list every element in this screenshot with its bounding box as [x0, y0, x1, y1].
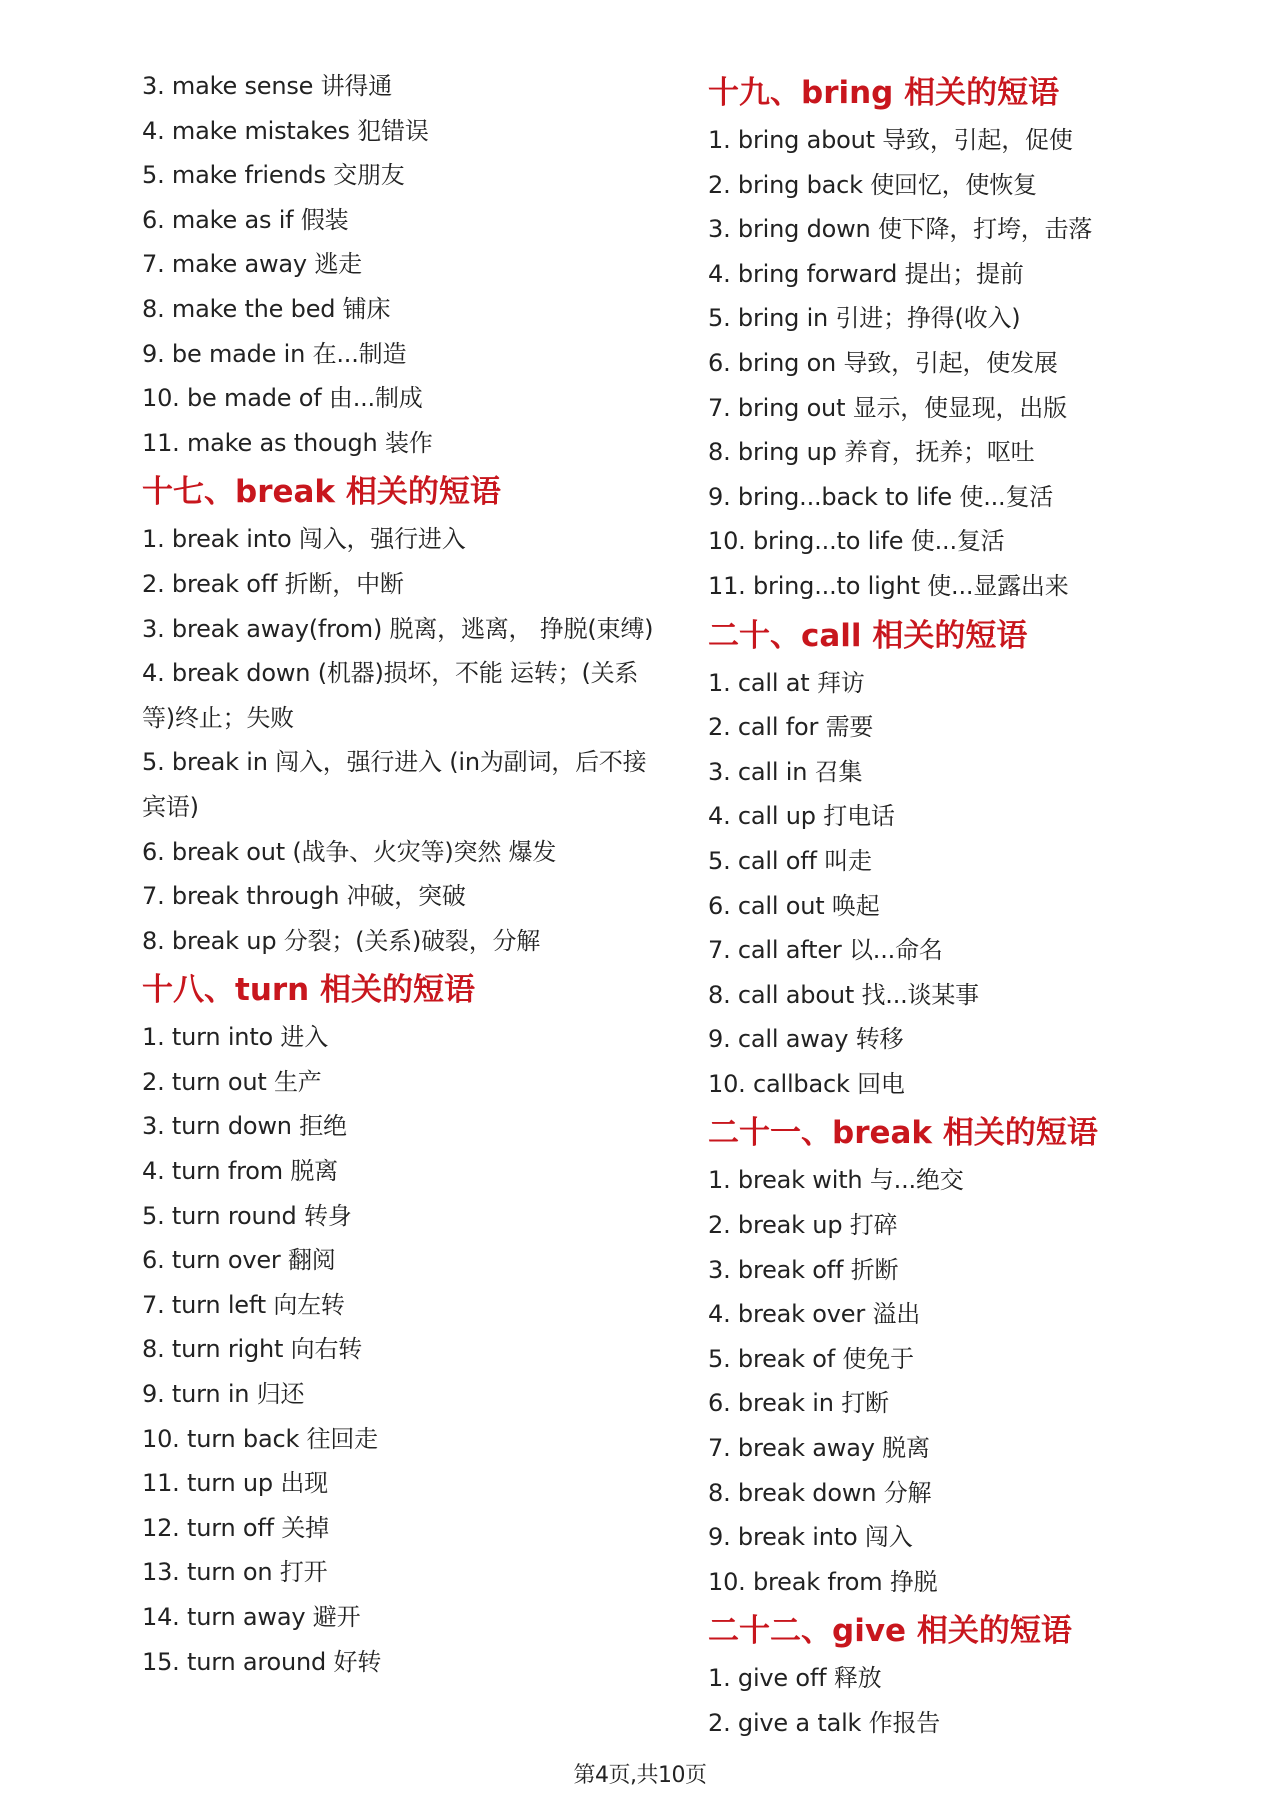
- list-item: 5. break of 使免于: [708, 1344, 914, 1373]
- list-item: 5. break in 闯入，强行进入 (in为副词，后不接宾语): [142, 748, 647, 821]
- make-phrase-list: [142, 64, 662, 465]
- give-phrase-list: [708, 1656, 1228, 1745]
- list-item: 9. break into 闯入: [708, 1523, 913, 1552]
- list-item: 2. bring back 使回忆，使恢复: [708, 170, 1037, 199]
- list-item: 7. break away 脱离: [708, 1434, 930, 1463]
- bring-phrase-list: [708, 118, 1228, 609]
- list-item: 7. call after 以...命名: [708, 936, 943, 965]
- list-item: 2. break off 折断，中断: [142, 569, 404, 598]
- list-item: 5. call off 叫走: [708, 846, 872, 875]
- section-heading: 二十一、break 相关的短语: [708, 1115, 1098, 1152]
- list-item: 7. break through 冲破，突破: [142, 882, 466, 911]
- list-item: 3. make sense 讲得通: [142, 72, 393, 100]
- call-phrase-list: [708, 661, 1228, 1107]
- list-item: 2. break up 打碎: [708, 1211, 898, 1240]
- list-item: 10. turn back 往回走: [142, 1424, 378, 1453]
- list-item: 1. break with 与...绝交: [708, 1166, 964, 1195]
- list-item: 10. callback 回电: [708, 1069, 905, 1098]
- left-column: [142, 64, 662, 1684]
- list-item: 2. call for 需要: [708, 713, 874, 742]
- list-item: 1. give off 释放: [708, 1664, 882, 1693]
- section-call: [708, 611, 1228, 1107]
- turn-phrase-list: [142, 1015, 662, 1684]
- section-heading: 十八、turn 相关的短语: [142, 972, 476, 1009]
- list-item: 14. turn away 避开: [142, 1603, 361, 1631]
- list-item: 4. bring forward 提出；提前: [708, 259, 1024, 288]
- list-item: 5. bring in 引进；挣得(收入): [708, 304, 1021, 333]
- list-item: 9. bring...back to life 使...复活: [708, 482, 1054, 511]
- list-item: 4. call up 打电话: [708, 802, 895, 831]
- list-item: 8. break up 分裂；(关系)破裂，分解: [142, 926, 541, 955]
- list-item: 11. turn up 出现: [142, 1469, 328, 1498]
- list-item: 7. bring out 显示，使显现，出版: [708, 393, 1067, 422]
- list-item: 9. call away 转移: [708, 1025, 904, 1054]
- section-heading: 十九、bring 相关的短语: [708, 75, 1060, 111]
- list-item: 8. make the bed 铺床: [142, 294, 391, 323]
- list-item: 6. make as if 假装: [142, 205, 349, 234]
- page-number: 第4页,共10页: [573, 1763, 707, 1788]
- list-item: 7. make away 逃走: [142, 250, 362, 279]
- section-turn: [142, 965, 662, 1684]
- list-item: 3. break off 折断: [708, 1255, 899, 1284]
- list-item: 3. bring down 使下降，打垮，击落: [708, 215, 1093, 244]
- list-item: 8. turn right 向右转: [142, 1335, 363, 1364]
- list-item: 8. bring up 养育，抚养；呕吐: [708, 438, 1035, 467]
- list-item: 13. turn on 打开: [142, 1558, 328, 1587]
- list-item: 6. call out 唤起: [708, 891, 880, 920]
- list-item: 4. make mistakes 犯错误: [142, 116, 429, 145]
- list-item: 4. break over 溢出: [708, 1300, 921, 1329]
- list-item: 1. bring about 导致，引起，促使: [708, 126, 1073, 154]
- list-item: 8. call about 找...谈某事: [708, 980, 979, 1009]
- list-item: 11. bring...to light 使...显露出来: [708, 571, 1069, 600]
- list-item: 4. break down (机器)损坏，不能 运转；(关系等)终止；失败: [142, 659, 639, 732]
- right-column: [708, 64, 1228, 1746]
- list-item: 7. turn left 向左转: [142, 1290, 345, 1319]
- section-make-continued: [142, 64, 662, 465]
- break2-phrase-list: [708, 1158, 1228, 1604]
- list-item: 2. turn out 生产: [142, 1067, 322, 1096]
- list-item: 6. bring on 导致，引起，使发展: [708, 348, 1058, 377]
- section-heading: 十七、break 相关的短语: [142, 474, 501, 511]
- section-break: [142, 467, 662, 963]
- list-item: 9. be made in 在...制造: [142, 339, 407, 368]
- list-item: 2. give a talk 作报告: [708, 1709, 941, 1737]
- list-item: 1. turn into 进入: [142, 1023, 329, 1052]
- section-heading: 二十二、give 相关的短语: [708, 1613, 1072, 1650]
- list-item: 4. turn from 脱离: [142, 1157, 338, 1186]
- list-item: 12. turn off 关掉: [142, 1513, 329, 1542]
- list-item: 3. break away(from) 脱离，逃离， 挣脱(束缚): [142, 614, 654, 643]
- list-item: 11. make as though 装作: [142, 428, 433, 457]
- list-item: 6. break out (战争、火灾等)突然 爆发: [142, 837, 557, 866]
- section-break-2: [708, 1108, 1228, 1604]
- section-give: [708, 1606, 1228, 1745]
- list-item: 8. break down 分解: [708, 1478, 932, 1507]
- list-item: 15. turn around 好转: [142, 1647, 382, 1676]
- break-phrase-list: [142, 517, 662, 963]
- list-item: 5. make friends 交朋友: [142, 161, 405, 190]
- list-item: 10. bring...to life 使...复活: [708, 527, 1005, 556]
- list-item: 1. break into 闯入，强行进入: [142, 525, 466, 554]
- list-item: 10. break from 挣脱: [708, 1567, 938, 1596]
- section-heading: 二十、call 相关的短语: [708, 617, 1028, 654]
- list-item: 10. be made of 由...制成: [142, 384, 423, 413]
- list-item: 3. call in 召集: [708, 757, 863, 786]
- list-item: 1. call at 拜访: [708, 668, 865, 697]
- section-bring: [708, 68, 1228, 609]
- list-item: 6. break in 打断: [708, 1389, 889, 1418]
- list-item: 6. turn over 翻阅: [142, 1246, 336, 1275]
- list-item: 9. turn in 归还: [142, 1380, 305, 1409]
- list-item: 5. turn round 转身: [142, 1201, 352, 1230]
- list-item: 3. turn down 拒绝: [142, 1112, 347, 1141]
